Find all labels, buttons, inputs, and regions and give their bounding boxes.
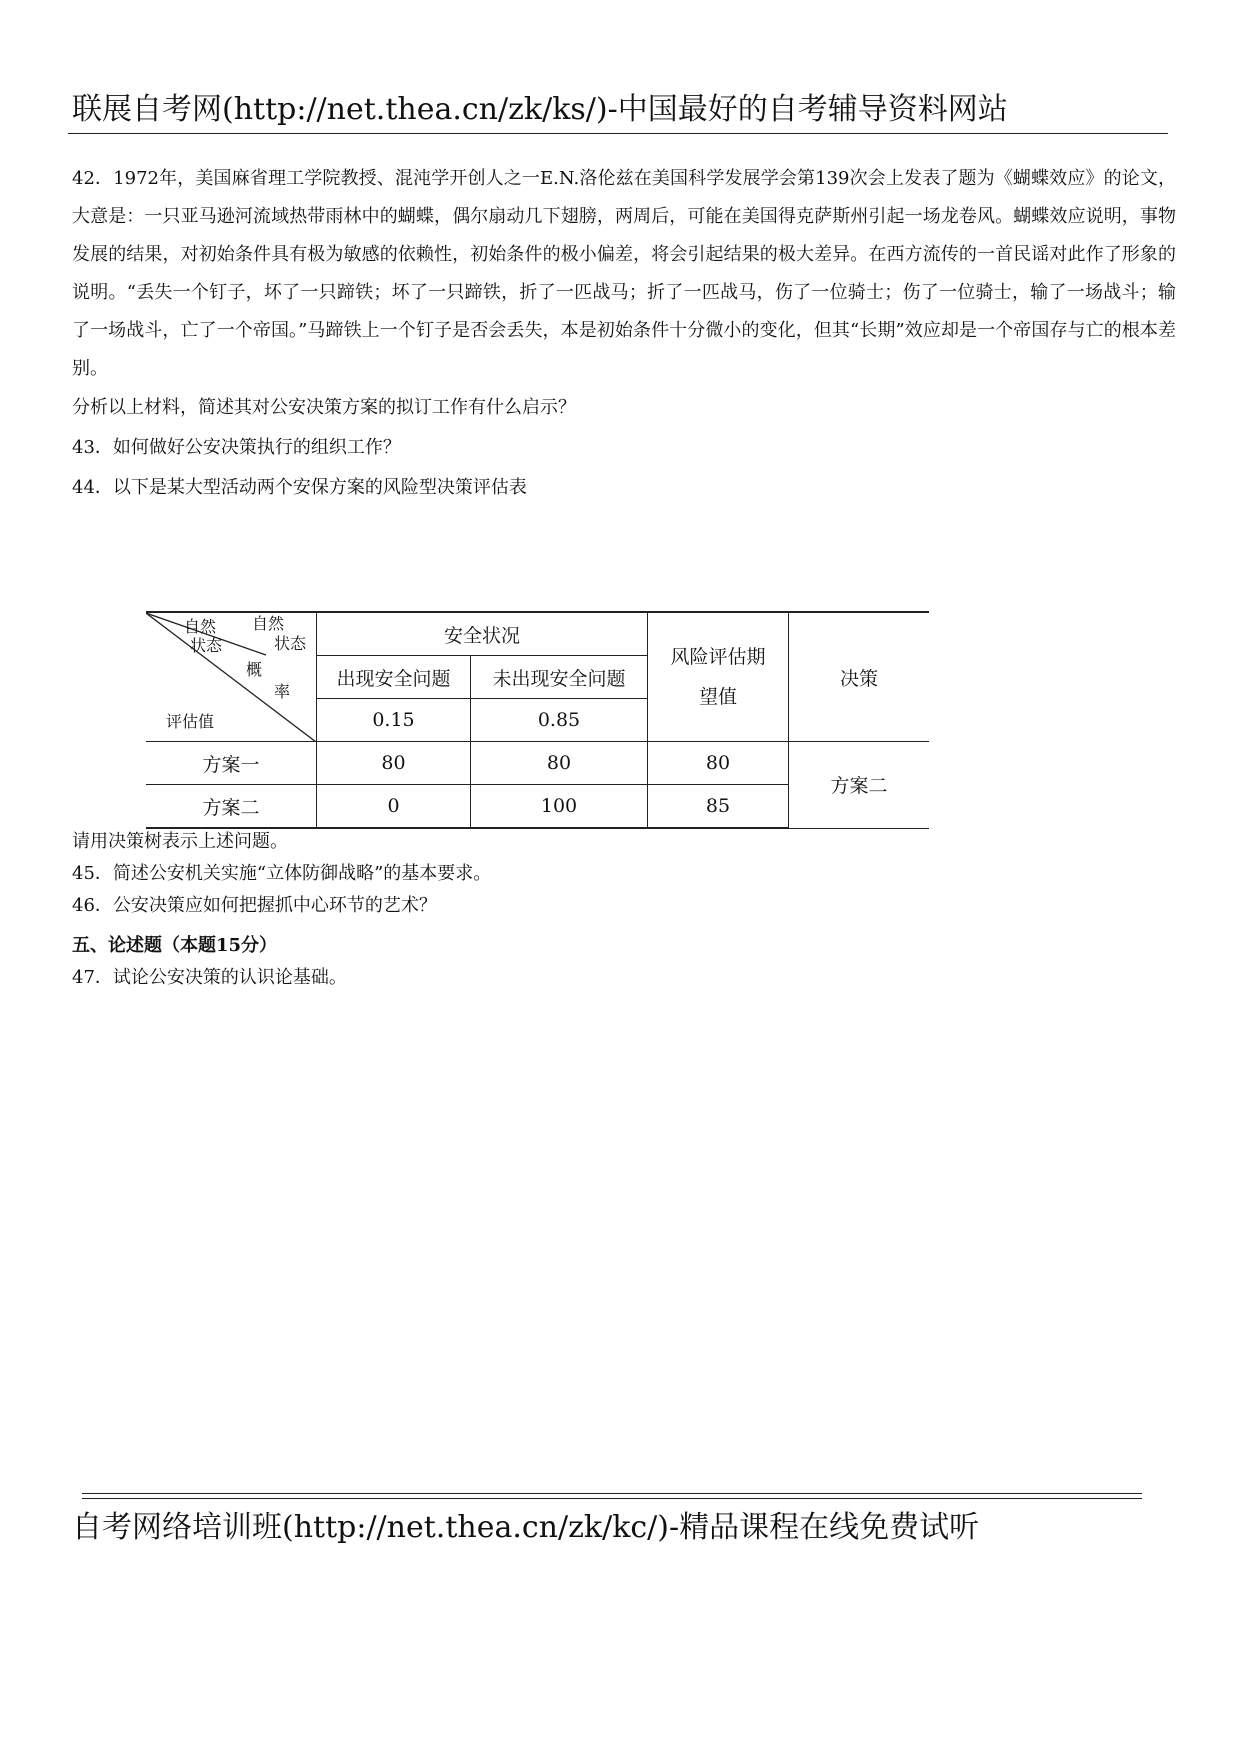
plan-2-name: 方案二 xyxy=(146,785,317,829)
page-footer: 自考网络培训班(http://net.thea.cn/zk/kc/)-精品课程在线免费试听 xyxy=(72,1510,980,1545)
question-47: 47．试论公安决策的认识论基础。 xyxy=(72,967,347,988)
decision-value: 方案二 xyxy=(789,742,930,829)
diag-label-natural-2: 自然 xyxy=(252,614,285,633)
question-block xyxy=(72,160,1176,508)
diag-label-probability-1: 概 xyxy=(246,660,263,679)
col-problem-header: 出现安全问题 xyxy=(317,656,471,699)
plan-1-expected-value: 80 xyxy=(648,742,789,785)
expected-value-header xyxy=(648,612,789,742)
header-divider xyxy=(68,133,1168,134)
plan-1-name: 方案一 xyxy=(146,742,317,785)
risk-decision-table xyxy=(146,611,929,829)
section-5-heading: 五、论述题（本题15分） xyxy=(72,935,278,956)
probability-no-problem: 0.85 xyxy=(471,699,648,742)
question-44-instruction: 请用决策树表示上述问题。 xyxy=(72,831,288,852)
plan-2-no-problem-value: 100 xyxy=(471,785,648,829)
diag-label-estimate: 评估值 xyxy=(166,712,215,731)
expected-value-header-line2: 望值 xyxy=(698,686,737,708)
risk-decision-table-wrapper xyxy=(146,611,929,829)
plan-1-problem-value: 80 xyxy=(317,742,471,785)
plan-2-expected-value: 85 xyxy=(648,785,789,829)
question-45: 45．简述公安机关实施“立体防御战略”的基本要求。 xyxy=(72,863,492,884)
diag-label-natural-1: 自然 xyxy=(184,617,217,636)
diag-label-state-2: 状态 xyxy=(274,634,307,653)
table-row xyxy=(146,742,929,785)
question-43: 43．如何做好公安决策执行的组织工作？ xyxy=(72,437,401,458)
probability-problem: 0.15 xyxy=(317,699,471,742)
plan-1-no-problem-value: 80 xyxy=(471,742,648,785)
expected-value-header-line1: 风险评估期 xyxy=(670,646,766,668)
plan-2-problem-value: 0 xyxy=(317,785,471,829)
table-diagonal-header xyxy=(146,612,317,742)
footer-divider xyxy=(82,1493,1142,1499)
remaining-questions xyxy=(72,826,491,994)
question-46: 46．公安决策应如何把握抓中心环节的艺术？ xyxy=(72,895,437,916)
safety-status-header: 安全状况 xyxy=(317,612,648,656)
diag-label-probability-2: 率 xyxy=(274,682,291,701)
page-header: 联展自考网(http://net.thea.cn/zk/ks/)-中国最好的自考辅导资料网站 xyxy=(72,92,1008,127)
question-44: 44．以下是某大型活动两个安保方案的风险型决策评估表 xyxy=(72,477,527,498)
col-no-problem-header: 未出现安全问题 xyxy=(471,656,648,699)
decision-header: 决策 xyxy=(789,612,930,742)
diag-label-state-1: 状态 xyxy=(190,636,223,655)
question-42-prompt: 分析以上材料，简述其对公安决策方案的拟订工作有什么启示？ xyxy=(72,397,576,418)
question-42-material: 42．1972年，美国麻省理工学院教授、混沌学开创人之一E.N.洛伦兹在美国科学发展学会第139次会上发表了题为《蝴蝶效应》的论文，大意是：一只亚马逊河流域热带雨林中的蝴蝶，偶尔扇动几下翅膀，两周后，可能在美国得克萨斯州引起一场龙卷风。蝴蝶效应说明，事物发展的结果，对初始条件具有极为敏感的依赖性，初始条件的极小偏差，将会引起结果的极大差异。在西方流传的一首民谣对此作了形象的说明。“丢失一个钉子，坏了一只蹄铁；坏了一只蹄铁，折了一匹战马；折了一匹战马，伤了一位骑士；伤了一位骑士，输了一场战斗；输了一场战斗，亡了一个帝国。”马蹄铁上一个钉子是否会丢失，本是初始条件十分微小的变化，但其“长期”效应却是一个帝国存与亡的根本差别。 xyxy=(72,168,1176,379)
